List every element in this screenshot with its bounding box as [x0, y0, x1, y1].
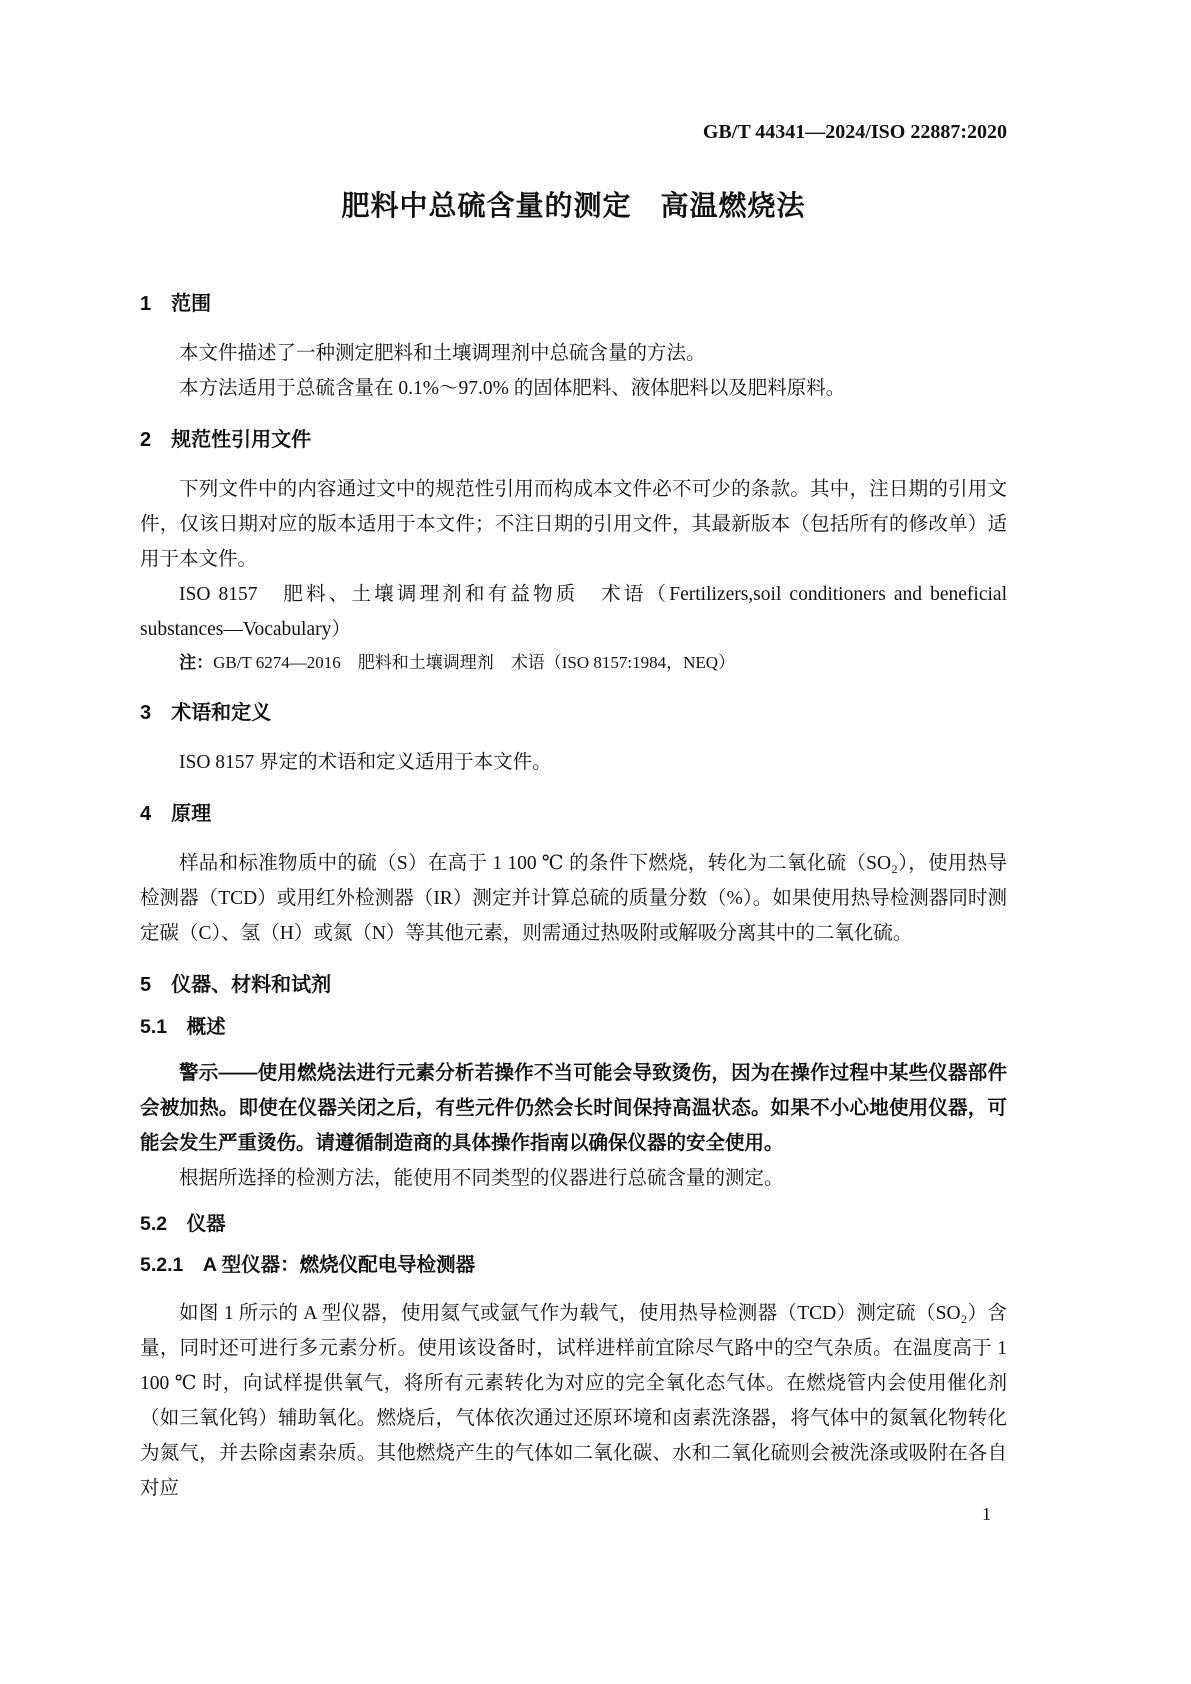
- doc-number: GB/T 44341—2024/ISO 22887:2020: [702, 121, 1007, 143]
- section-4-heading: 4 原理: [140, 803, 212, 825]
- section-2-para-2: ISO 8157 肥料、土壤调理剂和有益物质 术语（Fertilizers,soil conditioners and beneficial substances—Vocabulary）: [140, 584, 1007, 640]
- section-3-para-1: ISO 8157 界定的术语和定义适用于本文件。: [179, 752, 552, 773]
- note-label: 注：: [179, 653, 214, 672]
- section-2-heading: 2 规范性引用文件: [140, 429, 312, 451]
- section-1-para-1: 本文件描述了一种测定肥料和土壤调理剂中总硫含量的方法。: [179, 343, 706, 364]
- section-5-1-para-1: 根据所选择的检测方法，能使用不同类型的仪器进行总硫含量的测定。: [179, 1168, 784, 1189]
- doc-title: 肥料中总硫含量的测定 高温燃烧法: [341, 190, 806, 221]
- section-1-heading: 1 范围: [140, 293, 212, 315]
- section-2-note: [140, 647, 1007, 679]
- section-5-2-heading: 5.2 仪器: [140, 1213, 226, 1235]
- note-text: GB/T 6274—2016 肥料和土壤调理剂 术语（ISO 8157:1984，NEQ）: [213, 653, 736, 672]
- section-5-2-1-heading: 5.2.1 A 型仪器：燃烧仪配电导检测器: [140, 1254, 476, 1276]
- section-5-heading: 5 仪器、材料和试剂: [140, 974, 332, 996]
- page-number: 1: [982, 1504, 991, 1524]
- section-5-1-warning: 警示——使用燃烧法进行元素分析若操作不当可能会导致烫伤，因为在操作过程中某些仪器部件会被加热。即使在仪器关闭之后，有些元件仍然会长时间保持高温状态。如果不小心地使用仪器，可能会发生严重烫伤。请遵循制造商的具体操作指南以确保仪器的安全使用。: [140, 1062, 1007, 1154]
- section-2-para-1: 下列文件中的内容通过文中的规范性引用而构成本文件必不可少的条款。其中，注日期的引用文件，仅该日期对应的版本适用于本文件；不注日期的引用文件，其最新版本（包括所有的修改单）适用于本文件。: [140, 479, 1007, 570]
- section-4-para-1: 样品和标准物质中的硫（S）在高于 1 100 ℃ 的条件下燃烧，转化为二氧化硫（SO₂），使用热导检测器（TCD）或用红外检测器（IR）测定并计算总硫的质量分数（%）。如果使用热导检测器同时测定碳（C）、氢（H）或氮（N）等其他元素，则需通过热吸附或解吸分离其中的二氧化硫。: [140, 853, 1007, 944]
- section-5-2-1-para-1: 如图 1 所示的 A 型仪器，使用氦气或氩气作为载气，使用热导检测器（TCD）测定硫（SO₂）含量，同时还可进行多元素分析。使用该设备时，试样进样前宜除尽气路中的空气杂质。在温度高于 1 100 ℃ 时，向试样提供氧气，将所有元素转化为对应的完全氧化态气体。在燃烧管内会使用催化剂（如三氧化钨）辅助氧化。燃烧后，气体依次通过还原环境和卤素洗涤器，将气体中的氮氧化物转化为氮气，并去除卤素杂质。其他燃烧产生的气体如二氧化碳、水和二氧化硫则会被洗涤或吸附在各自对应: [140, 1303, 1007, 1499]
- section-1-para-2: 本方法适用于总硫含量在 0.1%～97.0% 的固体肥料、液体肥料以及肥料原料。: [179, 378, 846, 399]
- section-3-heading: 3 术语和定义: [140, 702, 272, 724]
- section-5-1-heading: 5.1 概述: [140, 1016, 226, 1038]
